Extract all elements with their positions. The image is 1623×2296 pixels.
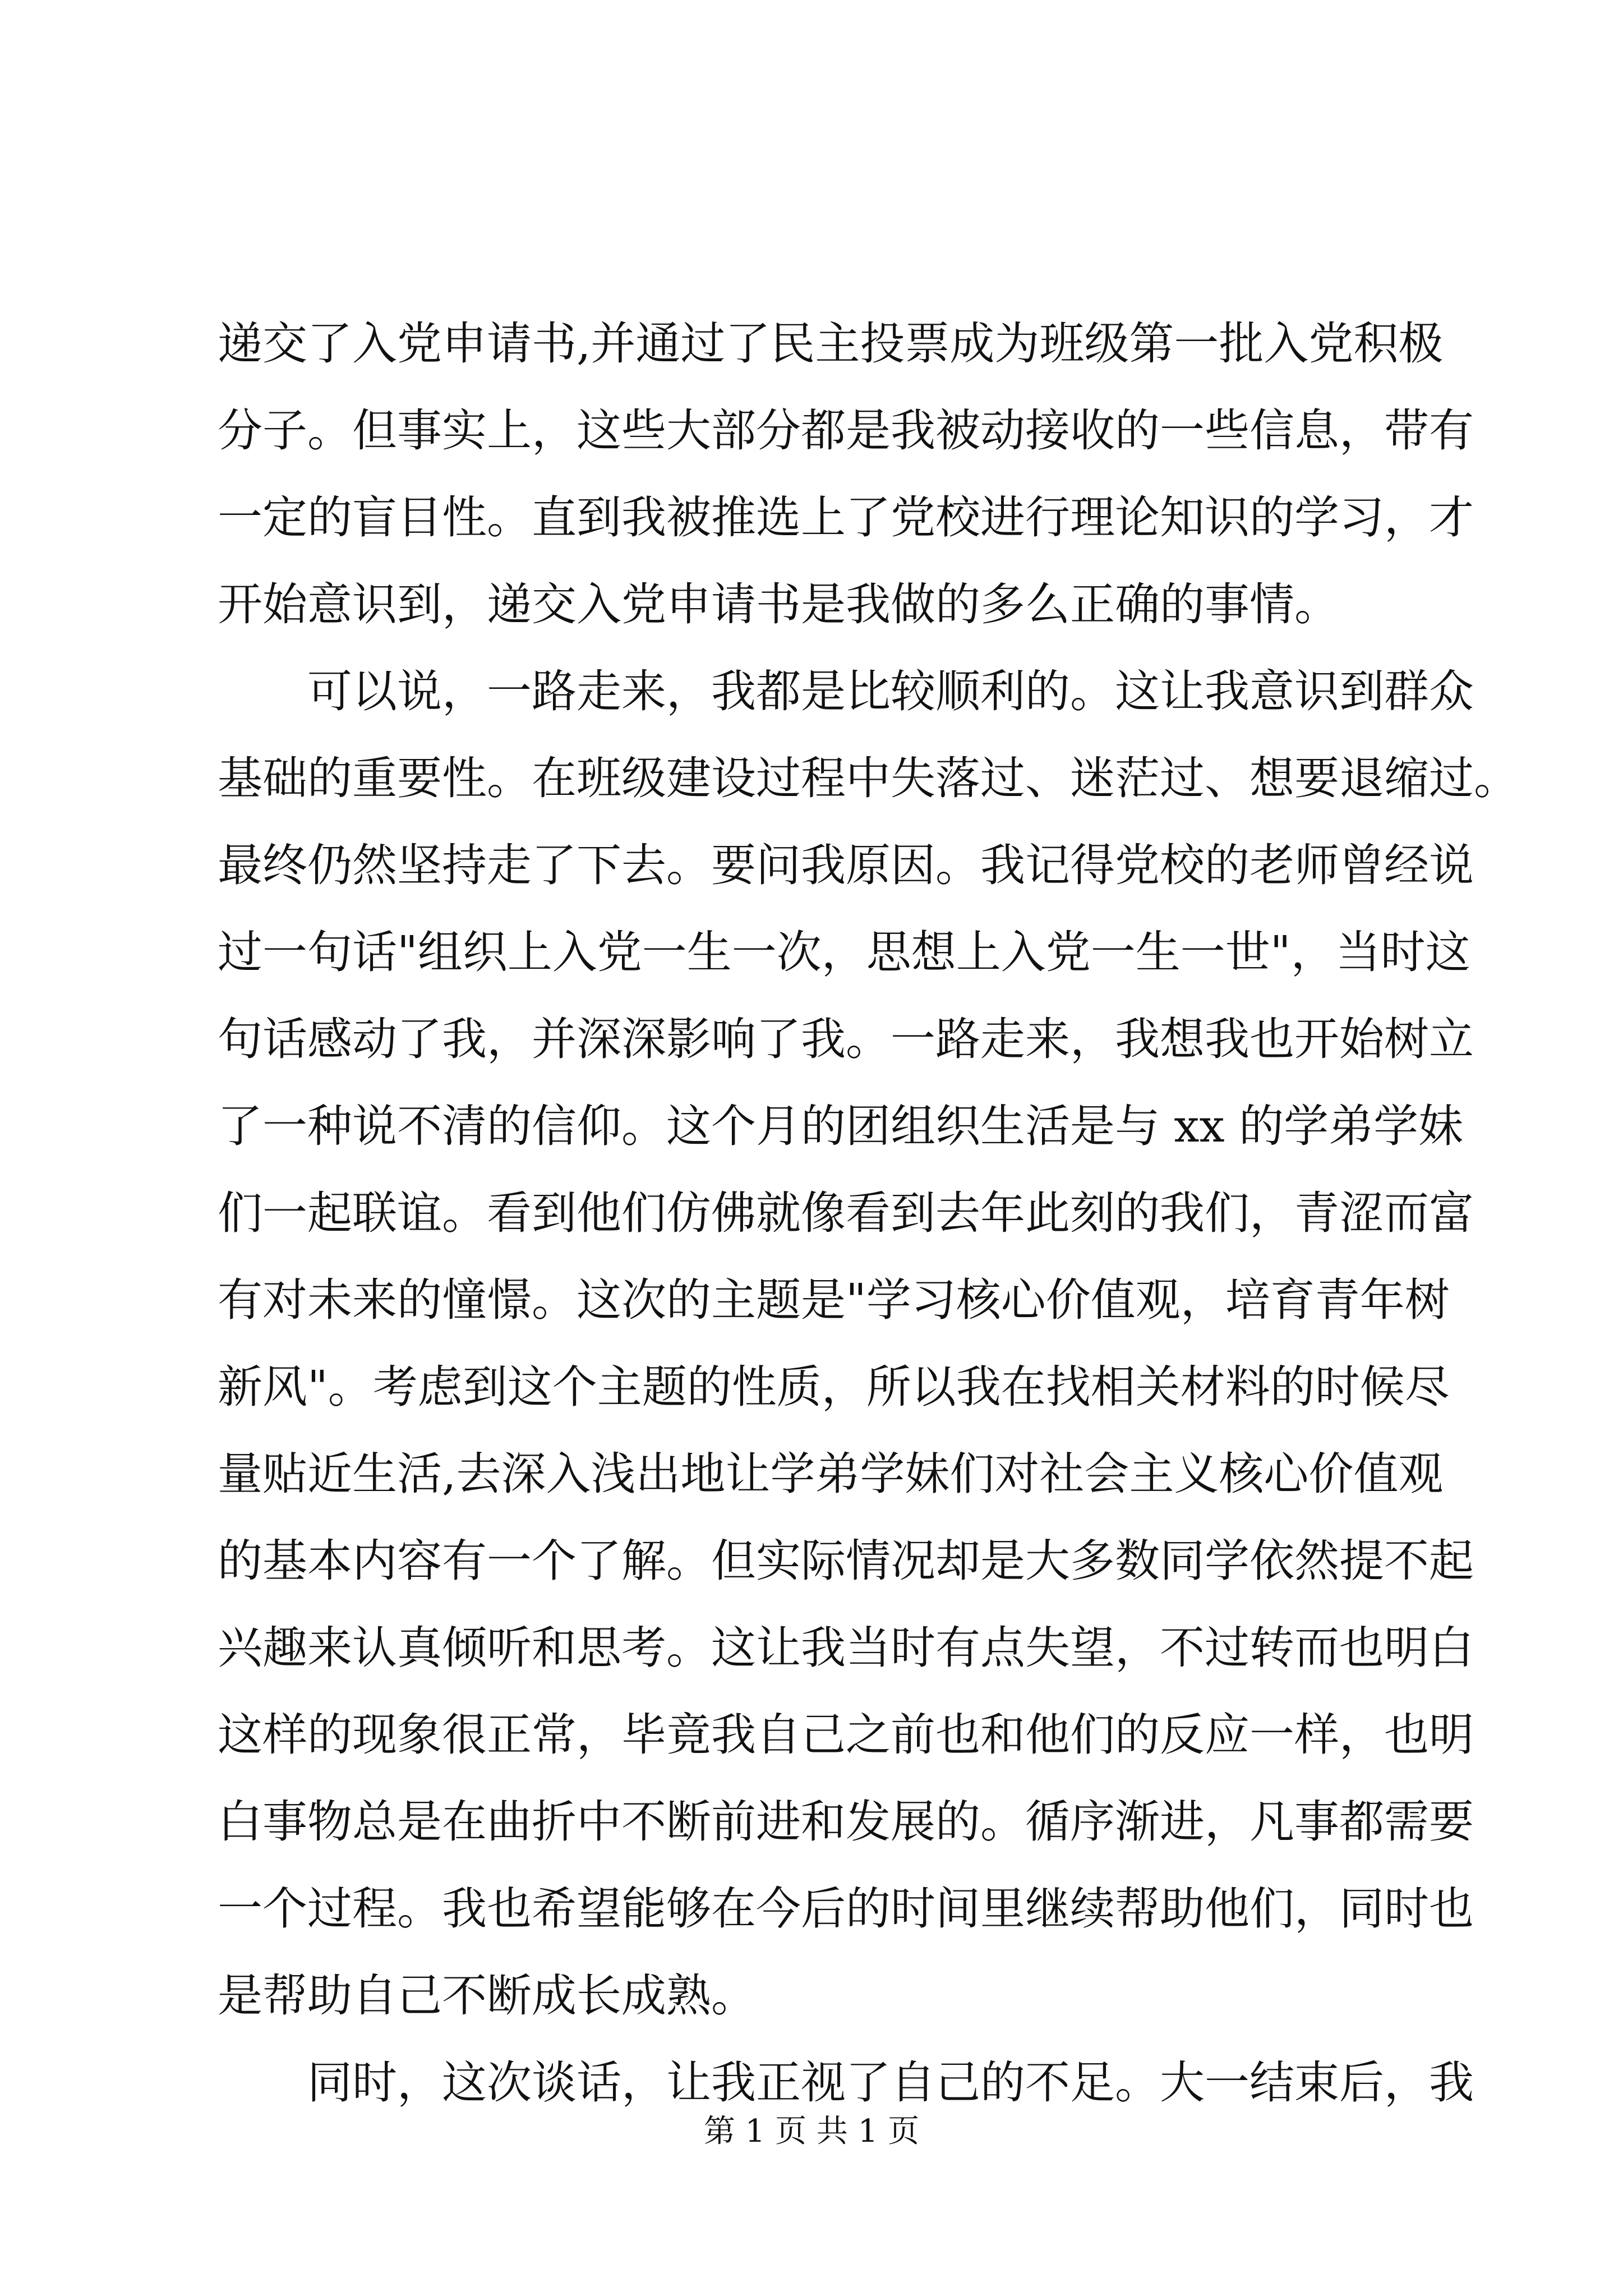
text-line: 基础的重要性。在班级建设过程中失落过、迷茫过、想要退缩过。 [218,752,1519,804]
text-line: 这样的现象很正常，毕竟我自己之前也和他们的反应一样，也明 [218,1709,1474,1761]
text-line: 递交了入党申请书,并通过了民主投票成为班级第一批入党积极 [218,318,1444,370]
text-line: 兴趣来认真倾听和思考。这让我当时有点失望，不过转而也明白 [218,1622,1474,1674]
text-line: 句话感动了我，并深深影响了我。一路走来，我想我也开始树立 [218,1013,1474,1065]
text-line: 一定的盲目性。直到我被推选上了党校进行理论知识的学习，才 [218,491,1474,544]
paragraph-first-line: 同时，这次谈话，让我正视了自己的不足。大一结束后，我 [307,2056,1474,2109]
text-line: 量贴近生活,去深入浅出地让学弟学妹们对社会主义核心价值观 [218,1448,1444,1500]
text-line: 分子。但事实上，这些大部分都是我被动接收的一些信息，带有 [218,404,1474,457]
text-line: 一个过程。我也希望能够在今后的时间里继续帮助他们，同时也 [218,1883,1474,1935]
text-line: 过一句话"组织上入党一生一次，思想上入党一生一世"，当时这 [218,926,1470,978]
paragraph-first-line: 可以说，一路走来，我都是比较顺利的。这让我意识到群众 [307,665,1474,717]
text-line: 的基本内容有一个了解。但实际情况却是大多数同学依然提不起 [218,1535,1474,1587]
text-line: 开始意识到，递交入党申请书是我做的多么正确的事情。 [218,578,1339,631]
document-body [218,300,1519,2126]
text-line: 白事物总是在曲折中不断前进和发展的。循序渐进，凡事都需要 [218,1796,1474,1848]
text-line: 新风"。考虑到这个主题的性质，所以我在找相关材料的时候尽 [218,1361,1450,1413]
text-line: 最终仍然坚持走了下去。要问我原因。我记得党校的老师曾经说 [218,839,1474,891]
page-footer: 第 1 页 共 1 页 [703,2113,920,2150]
text-line: 有对未来的憧憬。这次的主题是"学习核心价值观，培育青年树 [218,1274,1450,1326]
text-line: 是帮助自己不断成长成熟。 [218,1970,756,2022]
text-line: 了一种说不清的信仰。这个月的团组织生活是与 xx 的学弟学妹 [218,1100,1464,1152]
text-line: 们一起联谊。看到他们仿佛就像看到去年此刻的我们，青涩而富 [218,1187,1474,1239]
